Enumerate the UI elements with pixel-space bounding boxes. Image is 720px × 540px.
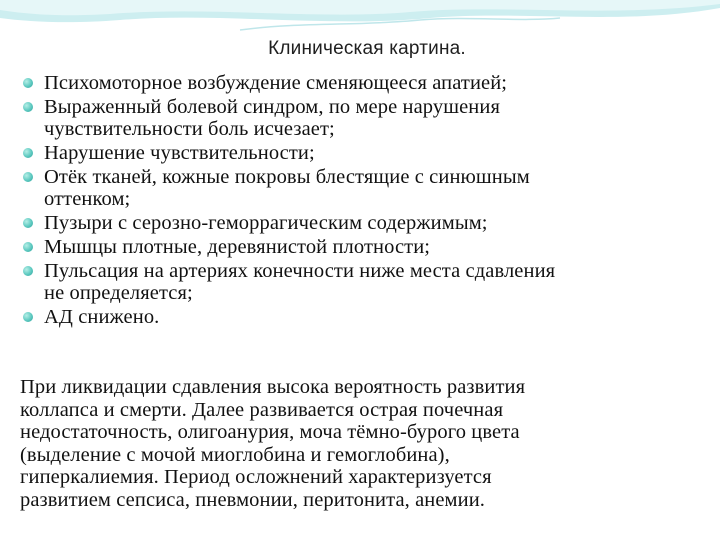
bullet-item [20,260,700,304]
slide-title [0,38,720,60]
bullet-dot-icon [23,102,33,112]
bullet-text-line: Мышцы плотные, деревянистой плотности; [44,236,431,258]
paragraph-line: недостаточность, олигоанурия, моча тёмно-бурого цвета [20,421,520,443]
paragraph-line: гиперкалиемия. Период осложнений характеризуется [20,466,492,488]
paragraph-line: При ликвидации сдавления высока вероятность развития [20,376,526,398]
bullet-text-continuation: оттенком; [44,188,131,210]
bullet-item [20,212,700,234]
bullet-item [20,306,700,328]
paragraph-line: коллапса и смерти. Далее развивается острая почечная [20,398,504,421]
bullet-text-line: АД снижено. [44,306,160,328]
paragraph-line: развитием сепсиса, пневмонии, перитонита, анемии. [20,488,485,511]
bullet-item [20,166,700,210]
bullet-dot-icon [23,266,33,276]
bullet-text-line: Нарушение чувствительности; [44,142,315,164]
bullet-list [20,72,700,330]
summary-paragraph [20,376,710,511]
bullet-text-continuation: чувствительности боль исчезает; [44,118,335,140]
bullet-dot-icon [23,218,33,228]
bullet-dot-icon [23,312,33,322]
bullet-item [20,72,700,94]
bullet-text-line: Пузыри с серозно-геморрагическим содержимым; [44,212,488,234]
bullet-dot-icon [23,148,33,158]
bullet-dot-icon [23,242,33,252]
paragraph-line: (выделение с мочой миоглобина и гемоглобина), [20,443,450,466]
slide-title-text: Клиническая картина. [268,38,466,59]
bullet-text-line: Психомоторное возбуждение сменяющееся апатией; [44,72,508,94]
bullet-dot-icon [23,78,33,88]
bullet-item [20,96,700,140]
bullet-text-line: Пульсация на артериях конечности ниже места сдавления [44,260,556,282]
bullet-item [20,236,700,258]
bullet-text-line: Отёк тканей, кожные покровы блестящие с синюшным [44,166,530,188]
bullet-dot-icon [23,172,33,182]
bullet-text-continuation: не определяется; [44,282,193,304]
bullet-text-line: Выраженный болевой синдром, по мере нарушения [44,96,500,118]
bullet-item [20,142,700,164]
